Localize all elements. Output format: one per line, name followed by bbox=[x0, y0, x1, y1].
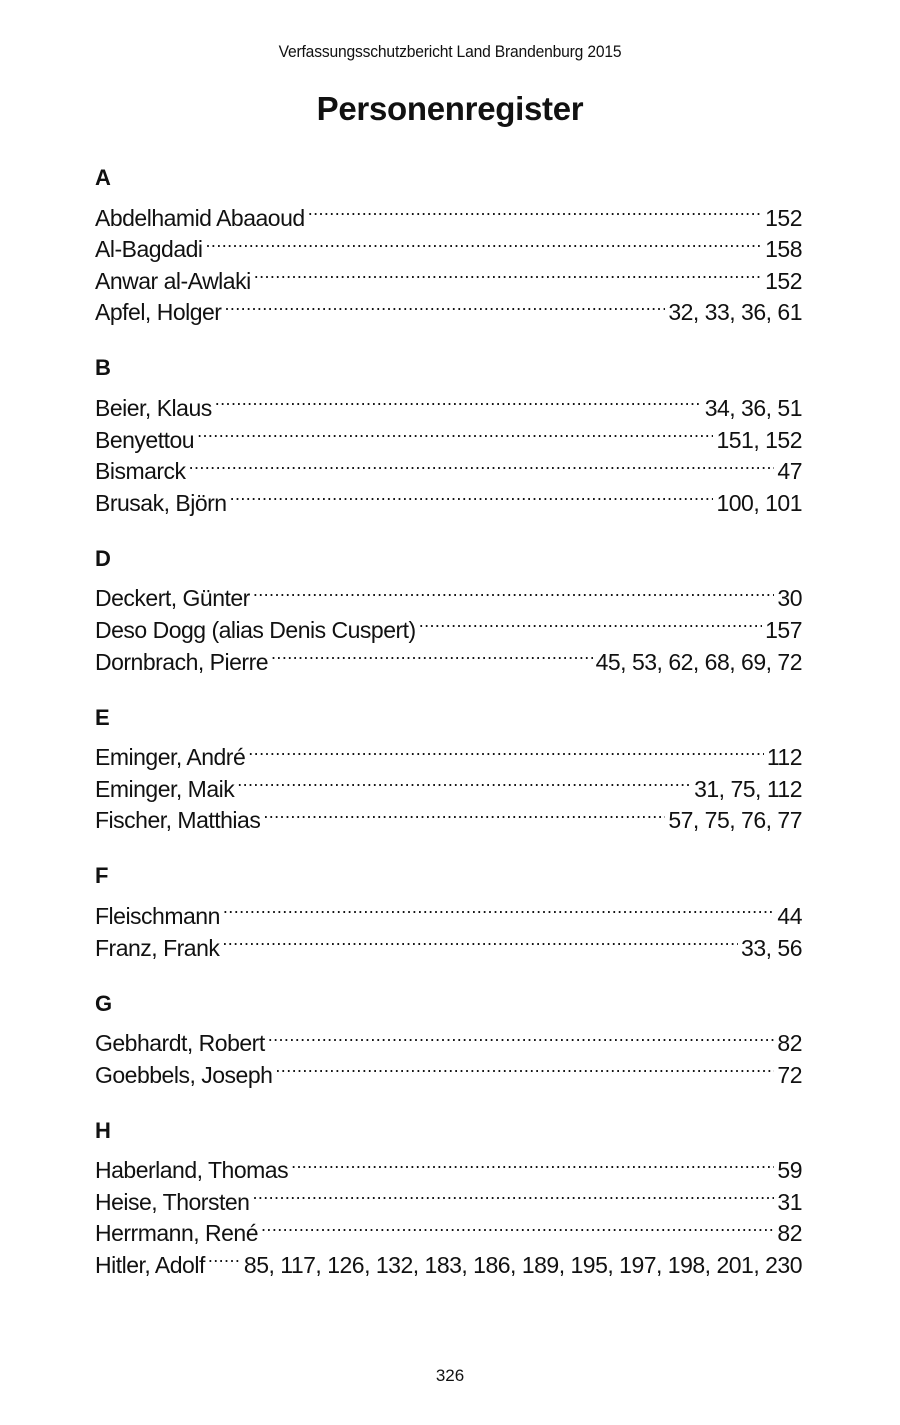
entry-name: Haberland, Thomas bbox=[95, 1157, 289, 1184]
entry-name: Al-Bagdadi bbox=[95, 236, 203, 263]
section-letter: D bbox=[95, 545, 111, 571]
dot-leader bbox=[268, 1020, 775, 1052]
entry-name: Deckert, Günter bbox=[95, 585, 250, 612]
entry-pages: 47 bbox=[777, 458, 802, 485]
entry-pages: 157 bbox=[765, 616, 802, 643]
dot-leader bbox=[263, 797, 665, 829]
dot-leader bbox=[215, 384, 702, 416]
dot-leader bbox=[254, 257, 762, 289]
dot-leader bbox=[237, 765, 691, 797]
dot-leader bbox=[291, 1147, 774, 1179]
section-letter: B bbox=[95, 355, 111, 381]
dot-leader bbox=[222, 924, 738, 956]
entry-name: Bismarck bbox=[95, 458, 186, 485]
entry-name: Franz, Frank bbox=[95, 934, 220, 961]
entry-pages: 31 bbox=[777, 1188, 802, 1215]
entry-pages: 85, 117, 126, 132, 183, 186, 189, 195, 197, 198, 201, 230 bbox=[243, 1252, 802, 1279]
entry-name: Fischer, Matthias bbox=[95, 807, 261, 834]
entry-name: Fleischmann bbox=[95, 902, 220, 929]
dot-leader bbox=[189, 448, 775, 480]
entry-pages: 151, 152 bbox=[716, 426, 802, 453]
dot-leader bbox=[208, 1241, 241, 1273]
entry-pages: 158 bbox=[765, 236, 802, 263]
dot-leader bbox=[271, 638, 593, 670]
section-letter: E bbox=[95, 704, 110, 730]
entry-name: Heise, Thorsten bbox=[95, 1188, 250, 1215]
register-section-h bbox=[95, 1115, 802, 1279]
entry-pages: 152 bbox=[765, 204, 802, 231]
dot-leader bbox=[223, 892, 775, 924]
register-section-b bbox=[95, 352, 802, 516]
entry-pages: 82 bbox=[777, 1220, 802, 1247]
dot-leader bbox=[230, 479, 714, 511]
section-letter: G bbox=[95, 990, 113, 1016]
entry-pages: 59 bbox=[777, 1157, 802, 1184]
entry-name: Anwar al-Awlaki bbox=[95, 267, 251, 294]
register-section-g bbox=[95, 988, 802, 1088]
section-letter: F bbox=[95, 863, 109, 889]
register-entry bbox=[95, 1147, 802, 1184]
register-section-f bbox=[95, 860, 802, 961]
dot-leader bbox=[308, 194, 762, 226]
dot-leader bbox=[261, 1210, 774, 1242]
register-entry bbox=[95, 575, 802, 612]
entry-pages: 72 bbox=[777, 1061, 802, 1088]
dot-leader bbox=[248, 734, 764, 766]
entry-name: Goebbels, Joseph bbox=[95, 1061, 273, 1088]
entry-name: Herrmann, René bbox=[95, 1220, 259, 1247]
entry-name: Apfel, Holger bbox=[95, 299, 222, 326]
person-register bbox=[95, 162, 802, 1305]
register-entry bbox=[95, 1020, 802, 1057]
entry-pages: 33, 56 bbox=[741, 934, 802, 961]
section-letter: A bbox=[95, 165, 111, 190]
dot-leader bbox=[206, 226, 763, 258]
register-section-e bbox=[95, 702, 802, 834]
entry-pages: 100, 101 bbox=[716, 489, 802, 516]
entry-pages: 30 bbox=[777, 585, 802, 612]
dot-leader bbox=[224, 289, 665, 321]
page-number: 326 bbox=[435, 1366, 465, 1385]
entry-name: Hitler, Adolf bbox=[95, 1252, 205, 1279]
dot-leader bbox=[197, 416, 713, 448]
register-entry bbox=[95, 194, 802, 231]
entry-name: Benyettou bbox=[95, 426, 195, 453]
entry-pages: 31, 75, 112 bbox=[694, 775, 802, 802]
entry-name: Dornbrach, Pierre bbox=[95, 648, 269, 675]
register-section-d bbox=[95, 543, 802, 675]
entry-name: Deso Dogg (alias Denis Cuspert) bbox=[95, 616, 416, 643]
entry-pages: 57, 75, 76, 77 bbox=[668, 807, 802, 834]
entry-pages: 112 bbox=[766, 744, 802, 771]
entry-name: Brusak, Björn bbox=[95, 489, 227, 516]
register-entry bbox=[95, 479, 802, 516]
entry-pages: 44 bbox=[777, 902, 802, 929]
section-letter: H bbox=[95, 1117, 111, 1143]
entry-pages: 34, 36, 51 bbox=[704, 394, 802, 421]
dot-leader bbox=[253, 575, 775, 607]
running-header: Verfassungsschutzbericht Land Brandenburg 2015 bbox=[278, 42, 622, 61]
entry-name: Eminger, André bbox=[95, 744, 246, 771]
register-entry bbox=[95, 734, 802, 771]
register-entry bbox=[95, 892, 802, 929]
register-section-a bbox=[95, 162, 802, 326]
entry-pages: 45, 53, 62, 68, 69, 72 bbox=[595, 648, 802, 675]
entry-name: Gebhardt, Robert bbox=[95, 1030, 265, 1057]
dot-leader bbox=[275, 1051, 774, 1083]
register-entry bbox=[95, 448, 802, 485]
page-title: Personenregister bbox=[316, 90, 584, 127]
register-entry bbox=[95, 416, 802, 453]
entry-name: Beier, Klaus bbox=[95, 394, 212, 421]
entry-name: Abdelhamid Abaaoud bbox=[95, 204, 305, 231]
entry-name: Eminger, Maik bbox=[95, 775, 235, 802]
entry-pages: 82 bbox=[777, 1030, 802, 1057]
dot-leader bbox=[252, 1178, 774, 1210]
register-entry bbox=[95, 384, 802, 421]
entry-pages: 32, 33, 36, 61 bbox=[668, 299, 802, 326]
dot-leader bbox=[419, 606, 762, 638]
entry-pages: 152 bbox=[765, 267, 802, 294]
